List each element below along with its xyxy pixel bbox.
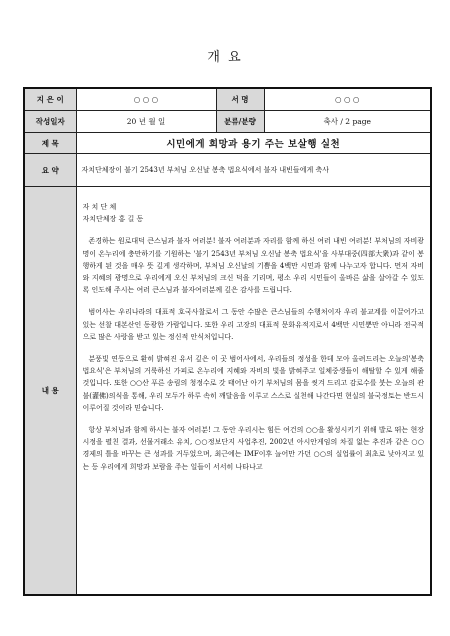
paragraph-1: 존경하는 원로대덕 큰스님과 불자 여러분! 불자 여러분과 자리를 함께 하신 여러 내빈 여러분! 부처님의 자비광명이 온누리에 충만하기를 기원하는 '불기 2543년 부처님 오신날 봉축 법요식'을 사부대중(四部大衆)과 같이 봉행하게 된 것을 매우 뜻 깊게 생각하며, 부처님 오신날의 기쁨을 4백만 시민과 함께 나누고자 합니다. 먼저 자비와 지혜의 광명으로 우리에게 오신 부처님의 크신 덕을 기리며, 평소 우리 시민들이 올바른 삶을 살아갈 수 있도록 인도해 주시는 여러 큰스님과 불자여러분께 깊은 감사를 드립니다. <box>82 237 424 295</box>
name-label: 서 명 <box>216 88 264 111</box>
author-row <box>24 88 431 111</box>
date-value: 20 년 월 일 <box>76 111 216 133</box>
abstract-value: 자치단체장이 불기 2543년 부처님 오신날 봉축 법요식에서 불자 내빈들에게 축사 <box>76 154 431 187</box>
content-org: 자 치 단 체 <box>82 203 117 211</box>
date-row <box>24 111 431 133</box>
summary-table <box>23 87 432 596</box>
subject-row <box>24 133 431 154</box>
paragraph-3: 분풍빛 연등으로 환히 밝혀진 유서 깊은 이 곳 범어사에서, 우리들의 정성을 한데 모아 올려드리는 오늘의'봉축 법요식'은 부처님의 거룩하신 가피로 온누리에 지혜와 자비의 빛을 밝혀주고 일체중생들이 해탈할 수 있게 해줄 것입니다. 또한 ○○산 푸른 송림의 청정수로 갓 태어난 아기 부처님의 몸을 씻겨 드리고 감로수를 붓는 오늘의 관불(灌佛)의식을 통해, 우리 모두가 하루 속히 깨달음을 이루고 스스로 실천해 나간다면 현실의 불국정토는 반드시 이루어질 것이라 믿습니다. <box>82 355 424 412</box>
content-signatory: 자치단체장 홍 길 동 <box>82 215 144 224</box>
abstract-label: 요 약 <box>24 154 76 187</box>
page-title: 개 요 <box>207 50 243 65</box>
author-label: 지 은 이 <box>24 88 76 111</box>
category-value: 축사 / 2 page <box>264 111 431 133</box>
content-label: 내 용 <box>24 187 76 596</box>
name-value: ○ ○ ○ <box>264 88 431 111</box>
author-value: ○ ○ ○ <box>76 88 216 111</box>
content-body <box>76 187 431 596</box>
subject-value: 시민에게 희망과 용기 주는 보살행 실천 <box>76 133 431 154</box>
date-label: 작성일자 <box>24 111 76 133</box>
paragraph-2: 범어사는 우리나라의 대표적 호국사찰로서 그 동안 수많은 큰스님들의 수행처이자 우리 불교계를 이끌어가고 있는 선찰 대본산인 동광한 가람입니다. 또한 우리 고장의 대표적 문화유적지로서 4백만 시민뿐만 아니라 전국적으로 많은 사랑을 받고 있는 정신적 안식처입니다. <box>82 308 424 341</box>
category-label: 분류/분량 <box>216 111 264 133</box>
content-row <box>24 187 431 596</box>
abstract-row <box>24 154 431 187</box>
subject-label: 제 목 <box>24 133 76 154</box>
paragraph-4: 항상 부처님과 함께 하시는 불자 여러분! 그 동안 우리시는 힘든 여건의 ○○을 활성시키기 위해 발로 뛰는 현장 시정을 펼친 결과, 선물거래소 유치, ○○정보단지 사업추진, 2002년 아시안게임의 차질 없는 추진과 같은 ○○경제의 틀을 바꾸는 큰 성과를 거두었으며, 최근에는 IMF이후 늘어만 가던 ○○의 실업률이 최초로 낮아지고 있는 등 우리에게 희망과 보람을 주는 일들이 서서히 나타나고 <box>82 426 424 471</box>
